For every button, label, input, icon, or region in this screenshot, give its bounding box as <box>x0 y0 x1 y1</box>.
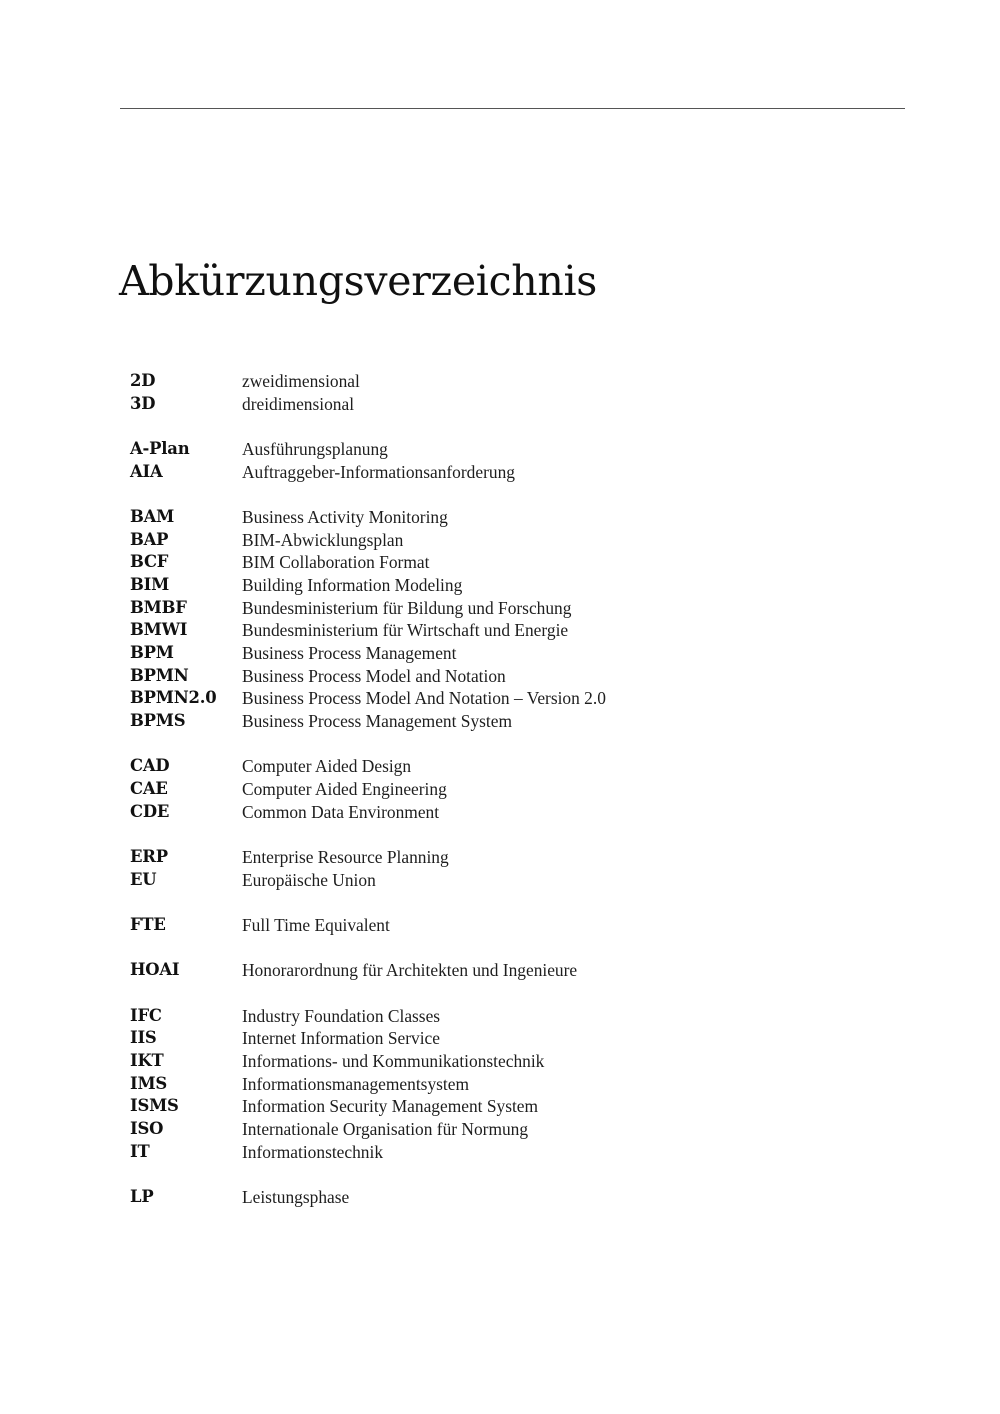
abbreviation-term: CAD <box>130 756 170 776</box>
abbreviation-term: BPMS <box>130 711 186 731</box>
abbreviation-row <box>130 1141 830 1164</box>
abbreviation-term: 3D <box>130 393 156 413</box>
abbreviation-row <box>130 1186 830 1209</box>
abbreviation-row <box>130 914 830 937</box>
abbreviation-row <box>130 642 830 665</box>
abbreviation-term: AIA <box>130 461 163 481</box>
abbreviation-term: CDE <box>130 801 170 821</box>
page-title: Abkürzungsverzeichnis <box>119 257 598 305</box>
abbreviation-description: Leistungsphase <box>242 1187 350 1207</box>
abbreviation-description: Computer Aided Engineering <box>242 779 447 800</box>
abbreviation-group <box>130 438 830 483</box>
abbreviation-list <box>130 370 830 1231</box>
abbreviation-row <box>130 710 830 733</box>
abbreviation-term: BMBF <box>130 597 187 617</box>
abbreviation-term: EU <box>130 869 157 889</box>
abbreviation-description: Internationale Organisation für Normung <box>242 1119 529 1140</box>
abbreviation-term: IKT <box>130 1050 164 1070</box>
abbreviation-term: BAP <box>130 529 169 549</box>
abbreviation-group <box>130 914 830 937</box>
abbreviation-term: HOAI <box>130 960 180 980</box>
abbreviation-term: BMWI <box>130 620 188 640</box>
abbreviation-row <box>130 1118 830 1141</box>
abbreviation-term: IMS <box>130 1073 168 1093</box>
abbreviation-term: ISO <box>130 1119 164 1139</box>
abbreviation-row <box>130 597 830 620</box>
abbreviation-row <box>130 506 830 529</box>
abbreviation-row <box>130 1095 830 1118</box>
abbreviation-description: Internet Information Service <box>242 1028 440 1049</box>
abbreviation-row <box>130 959 830 982</box>
abbreviation-term: CAE <box>130 779 168 799</box>
abbreviation-description: Informationstechnik <box>242 1141 384 1162</box>
abbreviation-description: Building Information Modeling <box>242 575 463 595</box>
abbreviation-description: Business Activity Monitoring <box>242 506 448 527</box>
abbreviation-description: Common Data Environment <box>242 801 440 822</box>
abbreviation-description: Informationsmanagementsystem <box>242 1073 469 1094</box>
abbreviation-row <box>130 529 830 552</box>
abbreviation-term: BAM <box>130 506 175 526</box>
abbreviation-description: Bundesministerium für Bildung und Forschung <box>242 597 572 618</box>
abbreviation-description: Bundesministerium für Wirtschaft und Energie <box>242 620 569 641</box>
abbreviation-description: Computer Aided Design <box>242 756 412 777</box>
abbreviation-term: IIS <box>130 1028 157 1048</box>
abbreviation-description: Enterprise Resource Planning <box>242 847 449 868</box>
abbreviation-row <box>130 869 830 892</box>
abbreviation-description: Auftraggeber-Informationsanforderung <box>242 461 515 482</box>
abbreviation-description: Informations- und Kommunikationstechnik <box>242 1050 545 1071</box>
abbreviation-term: BIM <box>130 575 170 594</box>
abbreviation-row <box>130 665 830 688</box>
abbreviation-row <box>130 370 830 393</box>
abbreviation-group <box>130 1186 830 1209</box>
abbreviation-term: A-Plan <box>130 438 190 458</box>
abbreviation-row <box>130 438 830 461</box>
abbreviation-term: LP <box>130 1187 154 1206</box>
abbreviation-row <box>130 801 830 824</box>
abbreviation-description: Ausführungsplanung <box>242 438 388 459</box>
abbreviation-description: dreidimensional <box>242 393 355 414</box>
abbreviation-row <box>130 461 830 484</box>
abbreviation-description: Full Time Equivalent <box>242 915 390 936</box>
abbreviation-term: BPM <box>130 643 174 663</box>
abbreviation-row <box>130 393 830 416</box>
abbreviation-group <box>130 959 830 982</box>
abbreviation-term: BPMN2.0 <box>130 688 217 708</box>
abbreviation-row <box>130 1005 830 1028</box>
abbreviation-description: zweidimensional <box>242 371 360 391</box>
abbreviation-description: Business Process Management <box>242 643 457 664</box>
abbreviation-term: 2D <box>130 371 156 390</box>
abbreviation-row <box>130 1073 830 1096</box>
abbreviation-description: Industry Foundation Classes <box>242 1005 441 1026</box>
abbreviation-term: BPMN <box>130 665 189 685</box>
abbreviation-row <box>130 619 830 642</box>
abbreviation-description: Europäische Union <box>242 869 376 890</box>
abbreviation-term: IFC <box>130 1005 162 1025</box>
abbreviation-term: IT <box>130 1141 150 1161</box>
abbreviation-group <box>130 1005 830 1164</box>
abbreviation-group <box>130 506 830 733</box>
abbreviation-description: Business Process Model and Notation <box>242 665 506 686</box>
abbreviation-row <box>130 551 830 574</box>
abbreviation-group <box>130 755 830 823</box>
abbreviation-description: Business Process Management System <box>242 711 513 732</box>
abbreviation-term: ERP <box>130 847 168 867</box>
abbreviation-row <box>130 687 830 710</box>
abbreviation-row <box>130 778 830 801</box>
abbreviation-row <box>130 1027 830 1050</box>
abbreviation-description: Information Security Management System <box>242 1096 539 1117</box>
abbreviation-row <box>130 846 830 869</box>
abbreviation-term: BCF <box>130 552 169 572</box>
abbreviation-description: Honorarordnung für Architekten und Ingenieure <box>242 960 578 981</box>
abbreviation-row <box>130 1050 830 1073</box>
header-rule <box>120 108 905 109</box>
abbreviation-row <box>130 574 830 597</box>
abbreviation-group <box>130 370 830 415</box>
abbreviation-description: BIM Collaboration Format <box>242 552 430 573</box>
abbreviation-group <box>130 846 830 891</box>
abbreviation-term: FTE <box>130 915 166 935</box>
abbreviation-term: ISMS <box>130 1096 179 1116</box>
abbreviation-row <box>130 755 830 778</box>
abbreviation-description: BIM-Abwicklungsplan <box>242 529 404 550</box>
abbreviation-description: Business Process Model And Notation – Version 2.0 <box>242 688 606 709</box>
